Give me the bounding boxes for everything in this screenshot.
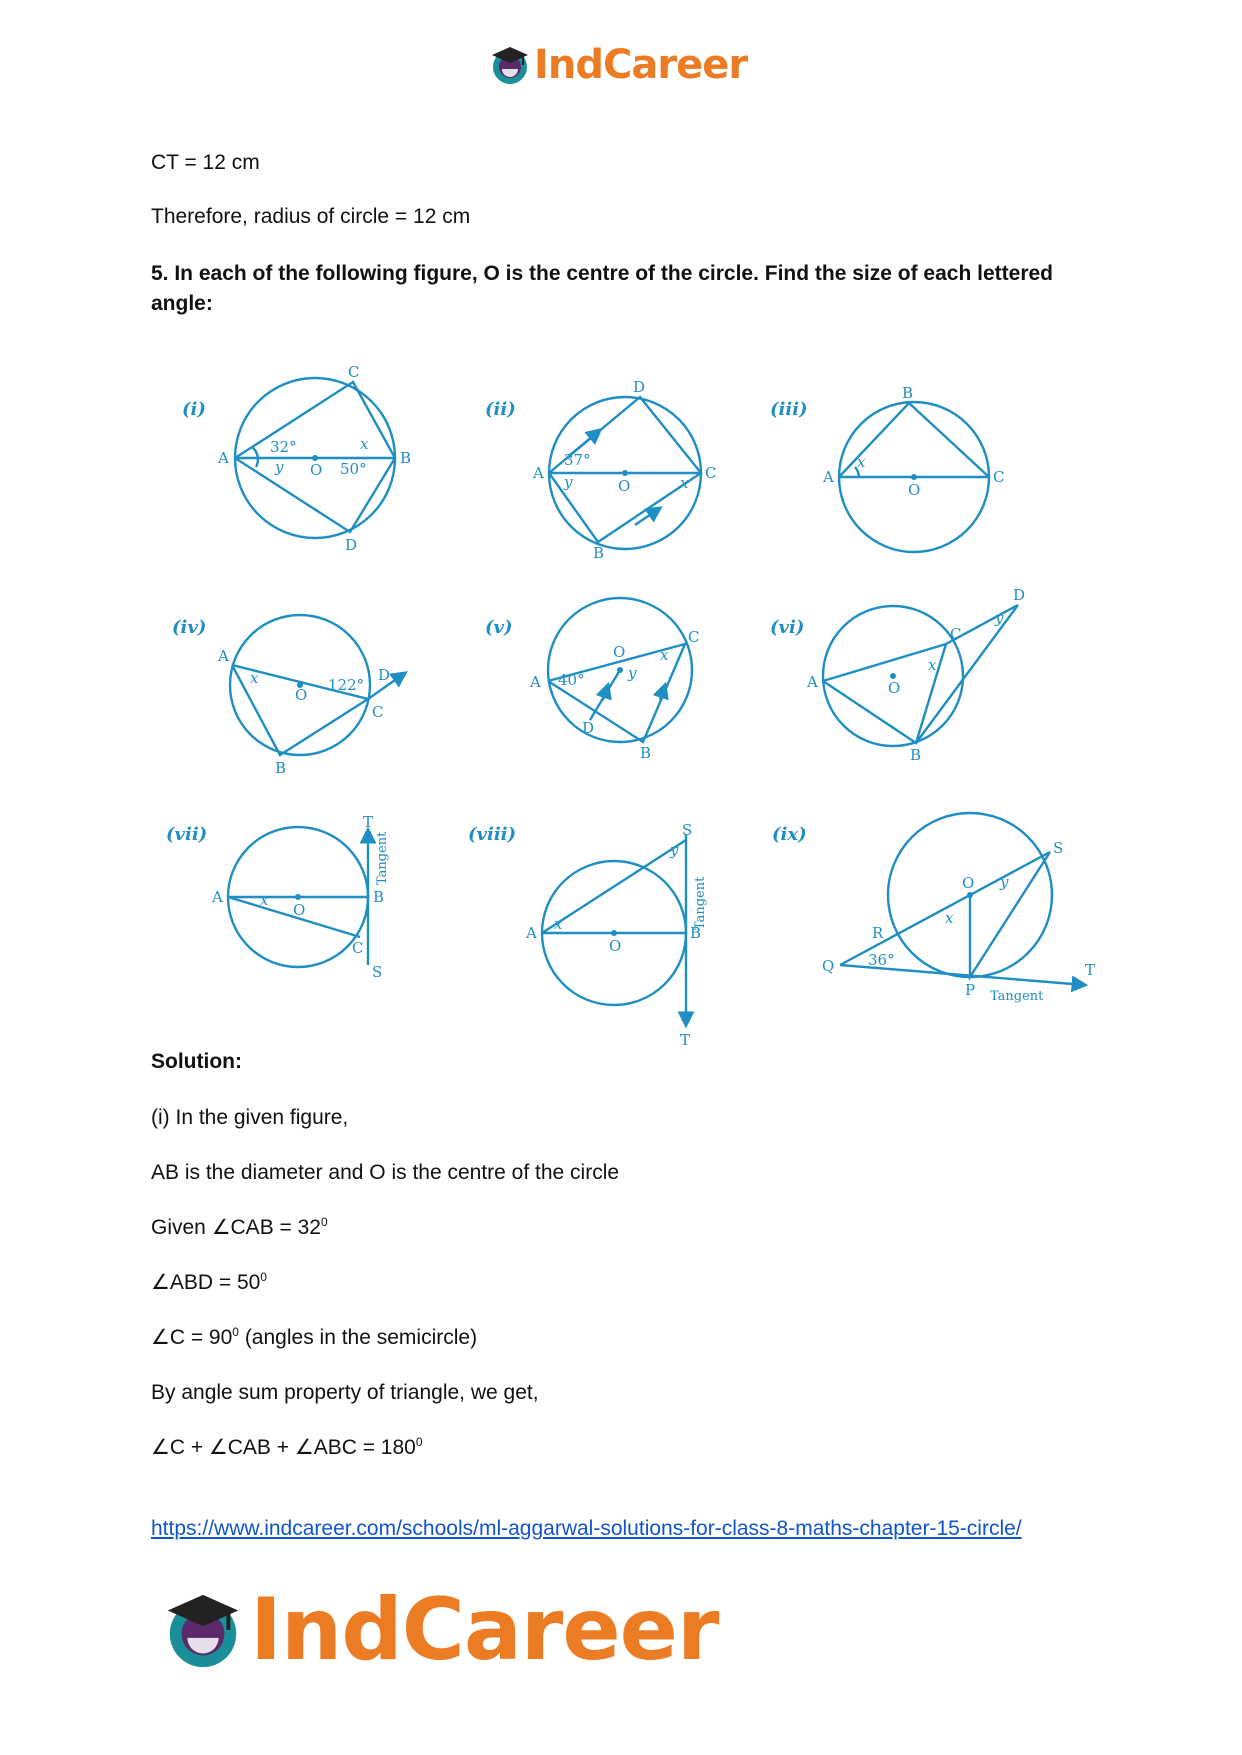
svg-text:122°: 122° — [328, 676, 365, 694]
svg-text:32°: 32° — [270, 438, 297, 456]
svg-text:A: A — [218, 647, 229, 665]
svg-text:S: S — [1053, 839, 1064, 857]
fig-label-vii: (vii) — [166, 824, 208, 845]
svg-text:O: O — [613, 643, 626, 661]
footer-logo — [160, 1580, 718, 1680]
svg-text:B: B — [910, 746, 922, 764]
svg-text:x: x — [250, 669, 259, 687]
svg-text:O: O — [962, 874, 975, 892]
fig-label-ii: (ii) — [485, 399, 516, 420]
solution-line-1: (i) In the given figure, — [151, 1106, 349, 1129]
svg-text:B: B — [400, 449, 412, 467]
fig-label-vi: (vi) — [770, 617, 805, 638]
svg-text:R: R — [872, 924, 884, 942]
logo-text: IndCareer — [250, 1580, 719, 1680]
svg-text:D: D — [345, 536, 358, 554]
svg-text:P: P — [965, 981, 976, 999]
svg-text:C: C — [688, 628, 700, 646]
solution-line-4: ∠ABD = $50^0$ — [151, 1270, 267, 1294]
circle-figures — [150, 355, 1100, 1049]
fig-label-i: (i) — [182, 399, 206, 420]
svg-text:A: A — [526, 924, 537, 942]
svg-text:C: C — [705, 464, 717, 482]
svg-text:y: y — [275, 458, 284, 476]
fig-label-iv: (iv) — [172, 617, 207, 638]
svg-text:D: D — [378, 666, 391, 684]
svg-text:y: y — [628, 664, 637, 682]
header-logo — [488, 40, 747, 90]
svg-text:B: B — [902, 384, 914, 402]
graduation-cap-icon — [160, 1587, 246, 1673]
svg-text:T: T — [680, 1031, 691, 1049]
svg-text:D: D — [633, 378, 646, 396]
svg-text:O: O — [295, 686, 308, 704]
svg-text:50°: 50° — [340, 460, 367, 478]
svg-text:C: C — [352, 939, 364, 957]
svg-text:x: x — [660, 646, 669, 664]
svg-text:O: O — [310, 461, 323, 479]
svg-text:A: A — [533, 464, 544, 482]
svg-text:C: C — [993, 468, 1005, 486]
text-radius: Therefore, radius of circle = 12 cm — [151, 205, 471, 228]
svg-text:37°: 37° — [564, 451, 591, 469]
svg-text:O: O — [888, 679, 901, 697]
solution-line-7: ∠C + ∠CAB + ∠ABC = $180^0$ — [151, 1435, 423, 1459]
svg-text:x: x — [554, 915, 563, 933]
svg-text:y: y — [1000, 873, 1009, 891]
svg-text:A: A — [212, 888, 223, 906]
svg-text:O: O — [293, 901, 306, 919]
svg-text:A: A — [530, 673, 541, 691]
graduation-cap-icon — [488, 43, 532, 87]
svg-text:B: B — [690, 924, 702, 942]
svg-text:B: B — [275, 759, 287, 777]
svg-text:x: x — [260, 891, 269, 909]
svg-text:y: y — [670, 841, 679, 859]
solution-heading: Solution: — [151, 1050, 242, 1073]
svg-text:O: O — [618, 477, 631, 495]
fig-label-v: (v) — [485, 617, 513, 638]
svg-text:y: y — [564, 473, 573, 491]
svg-text:Q: Q — [822, 957, 835, 975]
svg-text:T: T — [1085, 961, 1096, 979]
svg-text:36°: 36° — [868, 951, 895, 969]
svg-text:A: A — [218, 449, 229, 467]
solution-line-3: Given ∠CAB = $32^0$ — [151, 1215, 328, 1239]
source-link[interactable]: https://www.indcareer.com/schools/ml-aggarwal-solutions-for-class-8-maths-chapter-15-circle/ — [151, 1517, 1022, 1540]
svg-text:D: D — [1013, 586, 1026, 604]
text-ct: CT = 12 cm — [151, 151, 260, 174]
fig-label-ix: (ix) — [772, 824, 807, 845]
tangent-label-ix: Tangent — [990, 989, 1044, 1004]
svg-text:C: C — [950, 625, 962, 643]
solution-line-6: By angle sum property of triangle, we get, — [151, 1381, 539, 1404]
svg-text:S: S — [682, 821, 693, 839]
svg-text:B: B — [593, 544, 605, 562]
svg-text:D: D — [582, 719, 595, 737]
svg-text:A: A — [807, 673, 818, 691]
svg-text:O: O — [908, 481, 921, 499]
svg-text:S: S — [372, 963, 383, 981]
svg-text:x: x — [928, 656, 937, 674]
fig-label-viii: (viii) — [468, 824, 517, 845]
svg-text:C: C — [372, 703, 384, 721]
svg-text:x: x — [360, 435, 369, 453]
svg-text:B: B — [640, 744, 652, 762]
svg-text:T: T — [363, 813, 374, 831]
fig-label-iii: (iii) — [770, 399, 808, 420]
question-5: 5. In each of the following figure, O is the centre of the circle. Find the size of each lettered angle: — [151, 262, 1053, 315]
svg-text:O: O — [609, 937, 622, 955]
tangent-label-viii: Tangent — [693, 876, 708, 930]
svg-text:x: x — [857, 453, 866, 471]
svg-text:y: y — [995, 609, 1004, 627]
svg-text:x: x — [680, 474, 689, 492]
svg-text:B: B — [373, 888, 385, 906]
svg-text:40°: 40° — [558, 671, 585, 689]
tangent-label-vii: Tangent — [375, 831, 390, 885]
logo-text: IndCareer — [534, 42, 748, 88]
svg-text:A: A — [823, 468, 834, 486]
solution-line-5: ∠C = $90^0$ (angles in the semicircle) — [151, 1325, 478, 1349]
svg-text:x: x — [945, 909, 954, 927]
solution-line-2: AB is the diameter and O is the centre of the circle — [151, 1161, 620, 1184]
svg-text:C: C — [348, 363, 360, 381]
